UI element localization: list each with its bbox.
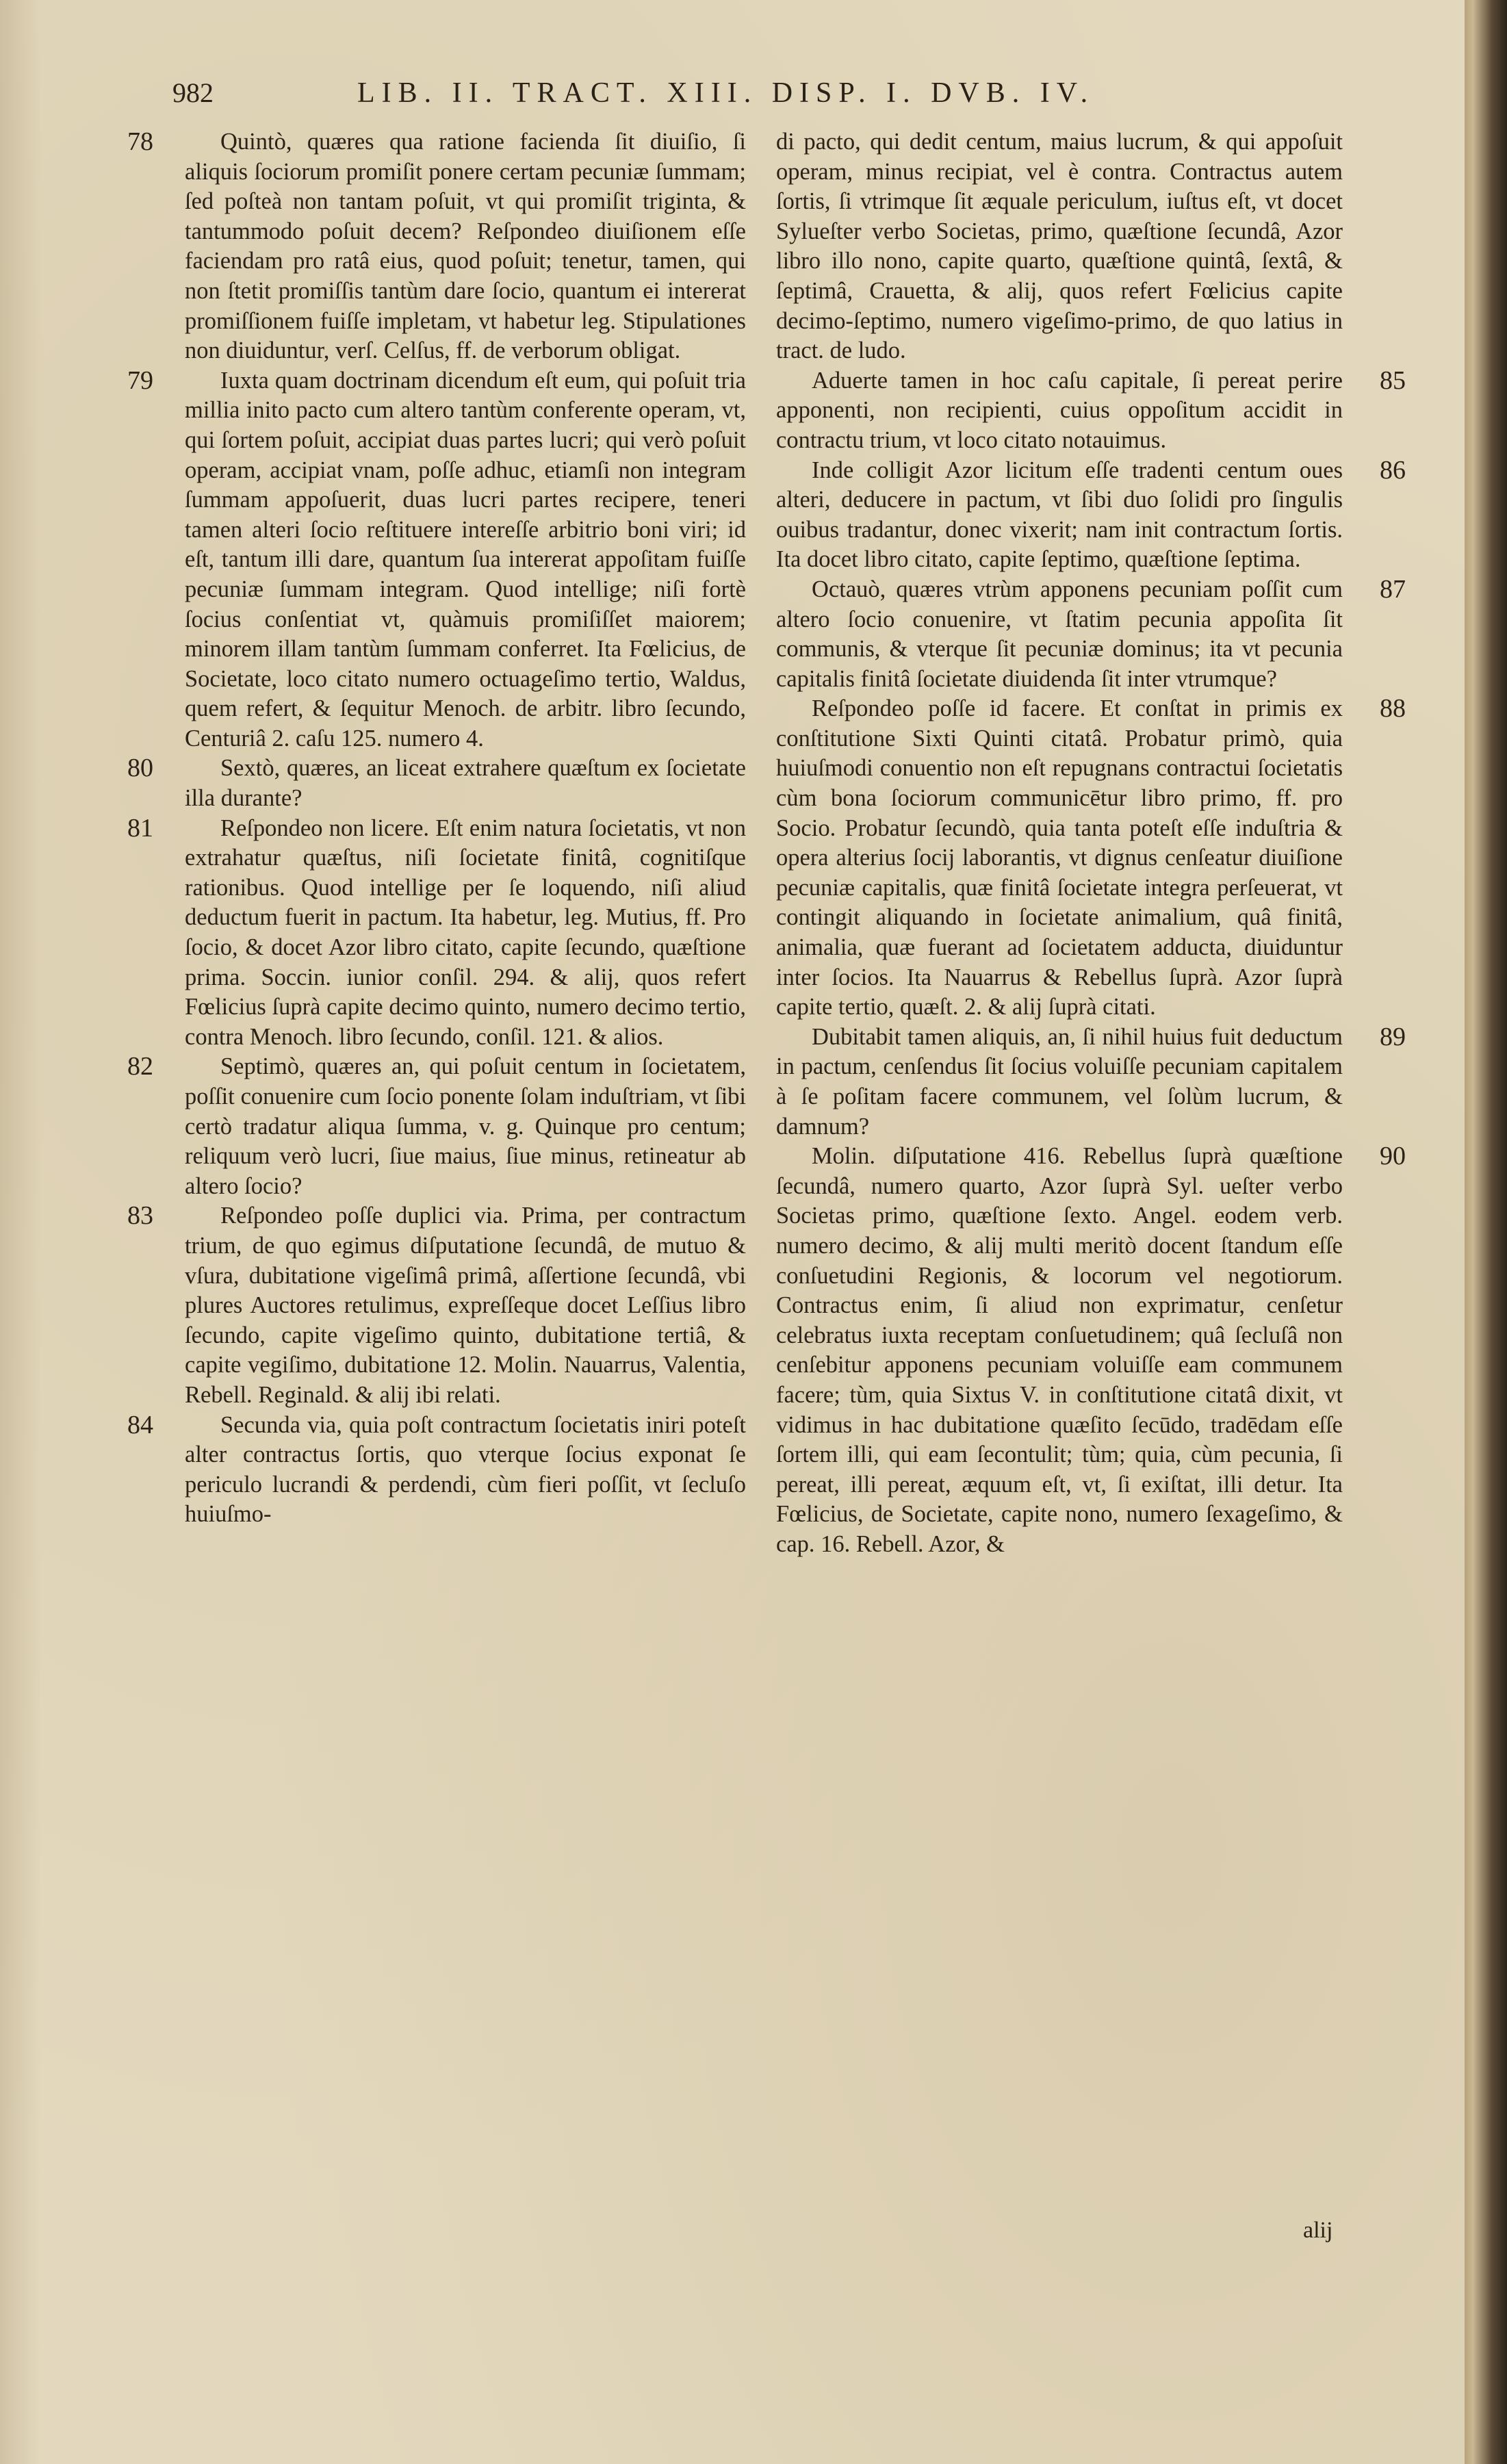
- paragraph-number: 85: [1380, 365, 1406, 395]
- paragraph-text: Molin. diſputatione 416. Rebellus ſuprà quæſtione ſecundâ, numero quarto, Azor ſuprà Syl. ueſter verbo Societas primo, quæſtione ſexto. Angel. eodem verb. numero decimo, & alij multi meritò docent ſtandum eſſe conſuetudini Regionis, & locorum vel negotiorum. Contractus enim, ſi aliud non exprimatur, cenſetur celebratus iuxta receptam conſuetudinem; quâ ſecluſâ non cenſebitur apponens pecuniam voluiſſe eam communem facere; tùm, quia Sixtus V. in conſtitutione citatâ dixit, vt vidimus in hac dubitatione quæſito ſecūdo, tradēdam eſſe ſortem illi, qui eam ſecontulit; tùm; quia, cùm pecunia, ſi pereat, illi pereat, æquum eſt, vt, ſi exiſtat, illi detur. Ita Fœlicius, de Societate, capite nono, numero ſexageſimo, & cap. 16. Rebell. Azor, &: [776, 1143, 1343, 1557]
- paragraph-text: Aduerte tamen in hoc caſu capitale, ſi pereat perire apponenti, non recipienti, cuius oppoſitum accidit in contractu trium, vt loco citato notauimus.: [776, 367, 1343, 453]
- paragraph-text: Sextò, quæres, an liceat extrahere quæſtum ex ſocietate illa durante?: [185, 755, 746, 812]
- paragraph: [127, 1052, 746, 1201]
- paragraph-text: Secunda via, quia poſt contractum ſocietatis iniri poteſt alter contractus ſortis, quo vterque ſocius exponat ſe periculo lucrandi & perdendi, cùm fieri poſſit, vt ſecluſo huiuſmo-: [185, 1411, 746, 1528]
- paragraph-text: Reſpondeo poſſe id facere. Et conſtat in primis ex conſtitutione Sixti Quinti citatâ. Probatur primò, quia huiuſmodi conuentio non eſt repugnans contractui ſocietatis cùm bona ſociorum communicētur libro primo, ff. pro Socio. Probatur ſecundò, quia tanta poteſt eſſe induſtria & opera alterius ſocij laborantis, vt dignus cenſeatur diuiſione pecuniæ capitalis, quæ finitâ ſocietate integra perſeuerat, vt contingit aliquando in ſocietate animalium, quâ finitâ, animalia, quæ fuerant ad ſocietatem adducta, diuiduntur inter ſocios. Ita Nauarrus & Rebellus ſuprà. Azor ſuprà capite tertio, quæſt. 2. & alij ſuprà citati.: [776, 695, 1343, 1021]
- paragraph-number: 89: [1380, 1022, 1406, 1051]
- paragraph: [127, 365, 746, 754]
- paragraph-text: Septimò, quæres an, qui poſuit centum in ſocietatem, poſſit conuenire cum ſocio ponente ſolam induſtriam, vt ſibi certò tradatur aliqua ſumma, v. g. Quinque pro centum; reliquum verò lucri, ſiue maius, ſiue minus, retineatur ab altero ſocio?: [185, 1053, 746, 1199]
- paragraph-text: di pacto, qui dedit centum, maius lucrum, & qui appoſuit operam, minus recipiat, vel è contra. Contractus autem ſortis, ſi vtrimque ſit æquale periculum, iuſtus eſt, vt docet Sylueſter verbo Societas, primo, quæſtione ſecundâ, Azor libro illo nono, capite quarto, quæſtione quintâ, ſextâ, & ſeptimâ, Crauetta, & alij, quos refert Fœlicius capite decimo-ſeptimo, numero vigeſimo-primo, de quo latius in tract. de ludo.: [776, 129, 1343, 364]
- paragraph: [776, 1022, 1406, 1142]
- paragraph-number: 81: [127, 813, 153, 843]
- paragraph-number: 79: [127, 365, 153, 395]
- paragraph-number: 87: [1380, 574, 1406, 604]
- paragraph-text: Inde colligit Azor licitum eſſe tradenti centum oues alteri, deducere in pactum, vt ſibi duo ſolidi pro ſingulis ouibus tradantur, donec vixerit; nam init contractum ſortis. Ita docet libro citato, capite ſeptimo, quæſtione ſeptima.: [776, 457, 1343, 573]
- paragraph-text: Iuxta quam doctrinam dicendum eſt eum, qui poſuit tria millia inito pacto cum altero tantùm conferente operam, vt, qui ſortem poſuit, accipiat duas partes lucri; qui verò poſuit operam, accipiat vnam, poſſe adhuc, etiamſi non integram ſummam appoſuerit, duas lucri partes recipere, teneri tamen alteri ſocio reſtituere intereſſe arbitrio boni viri; id eſt, tantum illi dare, quantum ſua intererat appoſitam fuiſſe pecuniæ ſummam integram. Quod intellige; niſi fortè ſocius conſentiat vt, quàmuis promiſiſſet maiorem; minorem illam tantùm ſummam conferret. Ita Fœlicius, de Societate, loco citato numero octuageſimo tertio, Waldus, quem refert, & ſequitur Menoch. de arbitr. libro ſecundo, Centuriâ 2. caſu 125. numero 4.: [185, 367, 746, 752]
- paragraph: [776, 574, 1406, 694]
- paragraph-number: 86: [1380, 455, 1406, 485]
- paragraph-number: 84: [127, 1410, 153, 1439]
- paragraph: [776, 1142, 1406, 1559]
- paragraph: [127, 127, 746, 366]
- left-column: [127, 127, 746, 1530]
- paragraph: [776, 694, 1406, 1023]
- page-number: 982: [172, 77, 214, 108]
- paragraph-text: Dubitabit tamen aliquis, an, ſi nihil huius fuit deductum in pactum, cenſendus ſit ſocius voluiſſe pecuniam capitalem à ſe poſitam facere communem, vel ſolùm lucrum, & damnum?: [776, 1023, 1343, 1140]
- paragraph-number: 88: [1380, 694, 1406, 723]
- paragraph: [127, 813, 746, 1053]
- right-column: [776, 127, 1406, 1560]
- paragraph: [127, 1410, 746, 1530]
- paragraph-text: Quintò, quæres qua ratione facienda ſit diuiſio, ſi aliquis ſociorum promiſit ponere certam pecuniæ ſummam; ſed poſteà non tantam poſuit, vt qui promiſit triginta, & tantummodo poſuit decem? Reſpondeo diuiſionem eſſe faciendam pro ratâ eius, quod poſuit; tenetur, tamen, qui non ſtetit promiſſis tantùm dare ſocio, quantum ei intererat promiſſionem fuiſſe impletam, vt habetur leg. Stipulationes non diuiduntur, verſ. Celſus, ff. de verborum obligat.: [185, 129, 746, 364]
- paragraph-number: 78: [127, 127, 153, 156]
- paragraph: [776, 127, 1343, 366]
- paragraph: [776, 455, 1406, 575]
- paragraph-number: 83: [127, 1201, 153, 1231]
- paragraph-text: Reſpondeo non licere. Eſt enim natura ſocietatis, vt non extrahatur quæſtus, niſi ſocietate finitâ, cognitiſque rationibus. Quod intellige per ſe loquendo, niſi aliud deductum fuerit in pactum. Ita habetur, leg. Mutius, ff. Pro ſocio, & docet Azor libro citato, capite ſecundo, quæſtione prima. Soccin. iunior conſil. 294. & alij, quos refert Fœlicius ſuprà capite decimo quinto, numero decimo tertio, contra Menoch. libro ſecundo, conſil. 121. & alios.: [185, 814, 746, 1050]
- paragraph: [127, 1201, 746, 1410]
- paragraph-number: 80: [127, 754, 153, 783]
- paragraph: [127, 754, 746, 813]
- paragraph-number: 82: [127, 1052, 153, 1081]
- paragraph-number: 90: [1380, 1142, 1406, 1171]
- page-header: [172, 77, 1377, 118]
- catchword: alij: [1303, 2218, 1333, 2243]
- paragraph-text: Reſpondeo poſſe duplici via. Prima, per contractum trium, de quo egimus diſputatione ſecundâ, de mutuo & vſura, dubitatione vigeſimâ primâ, aſſertione ſecundâ, vbi plures Auctores retulimus, expreſſeque docet Leſſius libro ſecundo, capite vigeſimo quinto, dubitatione tertiâ, & capite vegiſimo, dubitatione 12. Molin. Nauarrus, Valentia, Rebell. Reginald. & alij ibi relati.: [185, 1203, 746, 1408]
- running-head: LIB. II. TRACT. XIII. DISP. I. DVB. IV.: [357, 77, 1095, 109]
- page-edge: [1465, 0, 1507, 2464]
- paragraph: [776, 365, 1406, 456]
- paragraph-text: Octauò, quæres vtrùm apponens pecuniam poſſit cum altero ſocio conuenire, vt ſtatim pecunia appoſita ſit communis, & vterque ſit pecuniæ dominus; ita vt pecunia capitalis finitâ ſocietate diuidenda ſit inter vtrumque?: [776, 576, 1343, 692]
